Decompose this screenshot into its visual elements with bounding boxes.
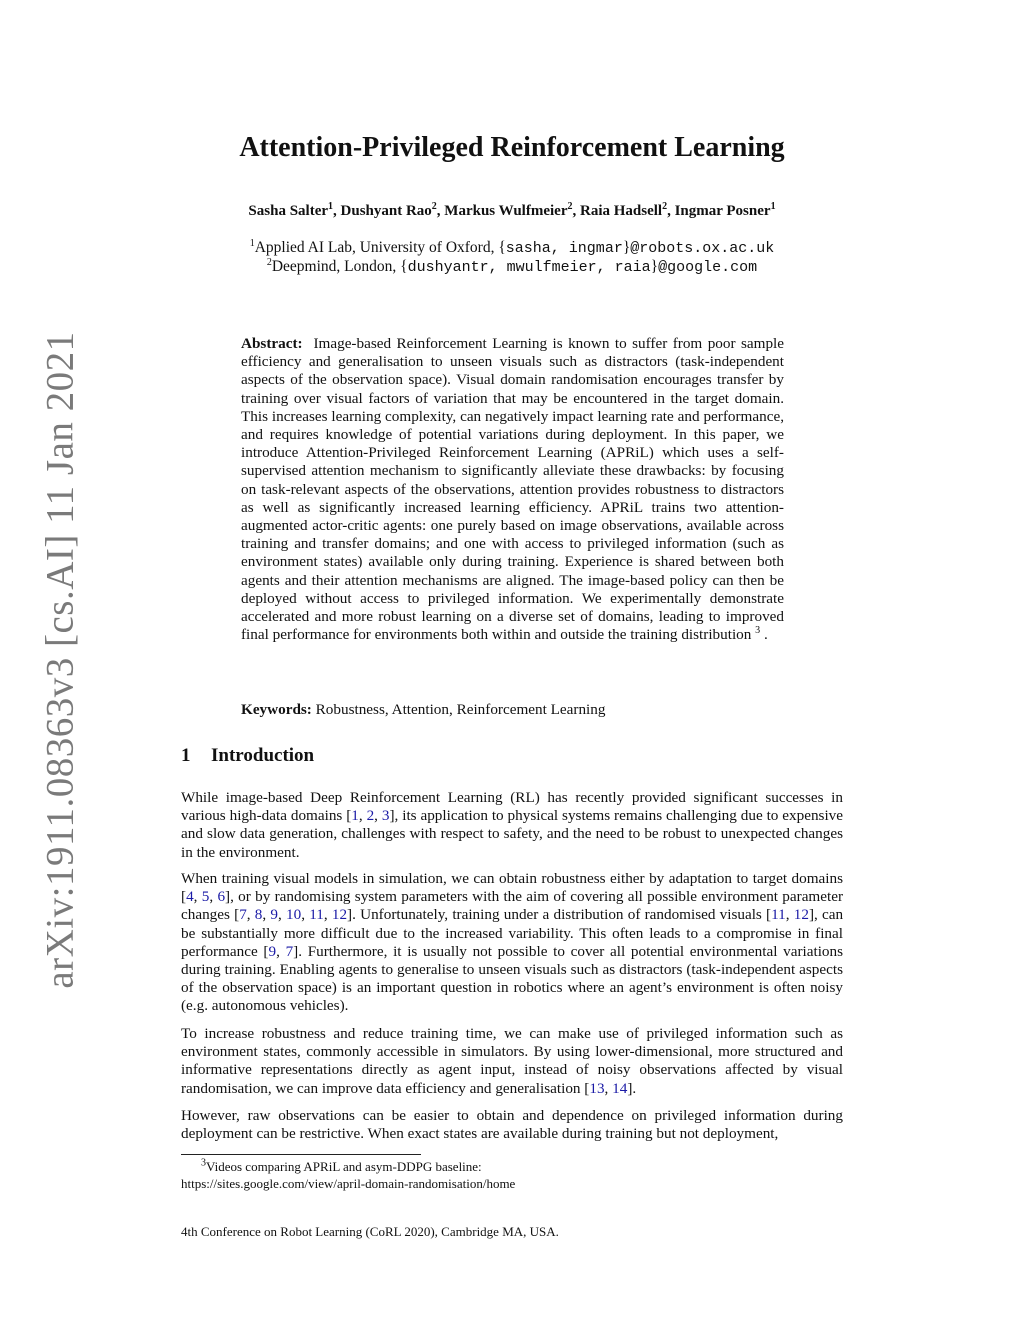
author-list: Sasha Salter$^1$, Dushyant Rao$^2$, Markus Wulfmeier$^2$, Raia Hadsell$^2$, Ingmar Posner$^1$	[248, 201, 776, 219]
citation-link[interactable]: 12	[331, 906, 348, 924]
citation-link[interactable]: 4	[186, 888, 194, 906]
author-name: Ingmar Posner	[674, 203, 771, 219]
author-name: Dushyant Rao	[340, 203, 432, 219]
brace-right: }	[622, 239, 631, 256]
email-names: sasha, ingmar	[505, 240, 623, 257]
citation-link[interactable]: 3	[381, 807, 390, 825]
affiliation-mark: 2	[567, 201, 573, 212]
affiliation-text: Deepmind, London,	[271, 258, 401, 275]
author-name: Sasha Salter	[248, 203, 329, 219]
citation-link[interactable]: 9	[270, 906, 278, 924]
abstract-end: .	[760, 626, 768, 644]
affiliation-mark: 2	[431, 201, 437, 212]
citation-link[interactable]: 8	[254, 906, 263, 924]
keywords	[241, 701, 605, 719]
affiliation-mark: 1	[328, 201, 334, 212]
citation-link[interactable]: 7	[285, 942, 294, 960]
intro-paragraph-1: While image-based Deep Reinforcement Learning (RL) has recently provided significant successes in various high-data domains [1, 2, 3], its application to physical systems remains challenging due to expensive and slow data generation, challenges with respect to safety, and the need to be robust to unexpected changes in the environment.	[181, 789, 844, 861]
citation-link[interactable]: 12	[793, 906, 809, 924]
citation-link[interactable]: 10	[286, 906, 302, 924]
arxiv-stamp-text: arXiv:1911.08363v3 [cs.AI] 11 Jan 2021	[38, 331, 82, 989]
citation-link[interactable]: 14	[612, 1079, 628, 1097]
conference-note: 4th Conference on Robot Learning (CoRL 2020), Cambridge MA, USA.	[181, 1224, 559, 1239]
brace-right: }	[650, 258, 659, 275]
abstract-text: Image-based Reinforcement Learning is known to suffer from poor sample efficiency and generalisation to unseen visuals such as distractors (task-independent aspects of the observation space). Visual domain randomisation encourages transfer by training over visual factors of variation that may be encountered in the target domain. This increases learning complexity, can negatively impact learning rate and performance, and requires knowledge of potential variations during deployment. In this paper, we introduce Attention-Privileged Reinforcement Learning (APRiL) which uses a self-supervised attention mechanism to significantly alleviate these drawbacks: by focusing on task-relevant aspects of the observations, attention provides robustness to distractors as well as significantly increased learning efficiency. APRiL trains two attention-augmented actor-critic agents: one purely based on image observations, available across training and transfer domains; and one with access to privileged information (such as environment states) available only during training. Experience is shared between both agents and their attention mechanisms are aligned. The image-based policy can then be deployed without access to privileged information. We experimentally demonstrate accelerated and more robust learning on a diverse set of domains, leading to improved final performance for environments both within and outside the training distribution	[241, 335, 785, 644]
brace-left: {	[400, 258, 408, 275]
email-domain: @google.com	[658, 259, 758, 276]
footnote-rule	[181, 1154, 421, 1155]
citation-link[interactable]: 5	[201, 888, 210, 906]
affiliation-mark: 2	[662, 201, 668, 212]
intro-paragraph-4: However, raw observations can be easier to obtain and dependence on privileged information during deployment can be restrictive. When exact states are available during training but not deployment,	[181, 1107, 843, 1143]
section-number: 1	[181, 745, 191, 766]
email-names: dushyantr, mwulfmeier, raia	[407, 259, 651, 276]
footnote-mark: 3	[201, 1157, 206, 1169]
affiliation-deepmind	[0, 258, 1024, 276]
brace-left: {	[498, 239, 506, 256]
citation-link[interactable]: 6	[217, 888, 226, 906]
citation-link[interactable]: 11	[771, 906, 786, 924]
citation-link[interactable]: 9	[268, 942, 277, 960]
abstract-label: Abstract:	[241, 335, 303, 352]
section-title: Introduction	[211, 745, 315, 766]
citation-link[interactable]: 1	[351, 807, 359, 825]
affiliation-text: Applied AI Lab, University of Oxford,	[254, 239, 499, 256]
author-name: Markus Wulfmeier	[444, 203, 568, 219]
citation-link[interactable]: 7	[239, 906, 247, 924]
citation-link[interactable]: 13	[589, 1079, 605, 1097]
footnote	[181, 1158, 515, 1192]
intro-paragraph-2: When training visual models in simulation, we can obtain robustness either by adaptation to target domains [4, 5, 6], or by randomising system parameters with the aim of covering all possible environment parameter changes [7, 8, 9, 10, 11, 12]. Unfortunately, training under a distribution of randomised visuals [11, 12], can be substantially more difficult due to the increased variability. This often leads to a compromise in final performance [9, 7]. Furthermore, it is usually not possible to cover all potential environmental variations during training. Enabling agents to generalise to unseen visuals such as distractors (task-independent aspects of the observation space) is an important question in robotics where an agent’s environment is often noisy (e.g. autonomous vehicles).	[181, 870, 844, 1015]
keywords-text: Robustness, Attention, Reinforcement Learning	[315, 701, 606, 718]
affiliation-oxford	[0, 239, 1024, 257]
paper-title: Attention-Privileged Reinforcement Learning	[239, 132, 785, 163]
email-domain: @robots.ox.ac.uk	[630, 240, 775, 257]
citation-link[interactable]: 11	[309, 906, 324, 924]
footnote-text: Videos comparing APRiL and asym-DDPG baseline:	[206, 1159, 482, 1174]
affiliation-mark: 2	[266, 256, 272, 268]
affiliation-mark: 1	[770, 201, 776, 212]
footnote-mark: 3	[755, 625, 761, 637]
keywords-label: Keywords:	[241, 701, 312, 718]
abstract	[241, 335, 784, 644]
section-heading	[181, 745, 314, 767]
author-name: Raia Hadsell	[579, 203, 663, 219]
footnote-url[interactable]: https://sites.google.com/view/april-domain-randomisation/home	[181, 1176, 516, 1191]
affiliation-mark: 1	[249, 237, 255, 249]
intro-paragraph-3: To increase robustness and reduce training time, we can make use of privileged information such as environment states, commonly accessible in simulators. By using lower-dimensional, more structured and informative representations directly as agent input, instead of noisy observations affected by visual randomisation, we can improve data efficiency and generalisation [13, 14].	[181, 1025, 843, 1097]
citation-link[interactable]: 2	[366, 807, 375, 825]
